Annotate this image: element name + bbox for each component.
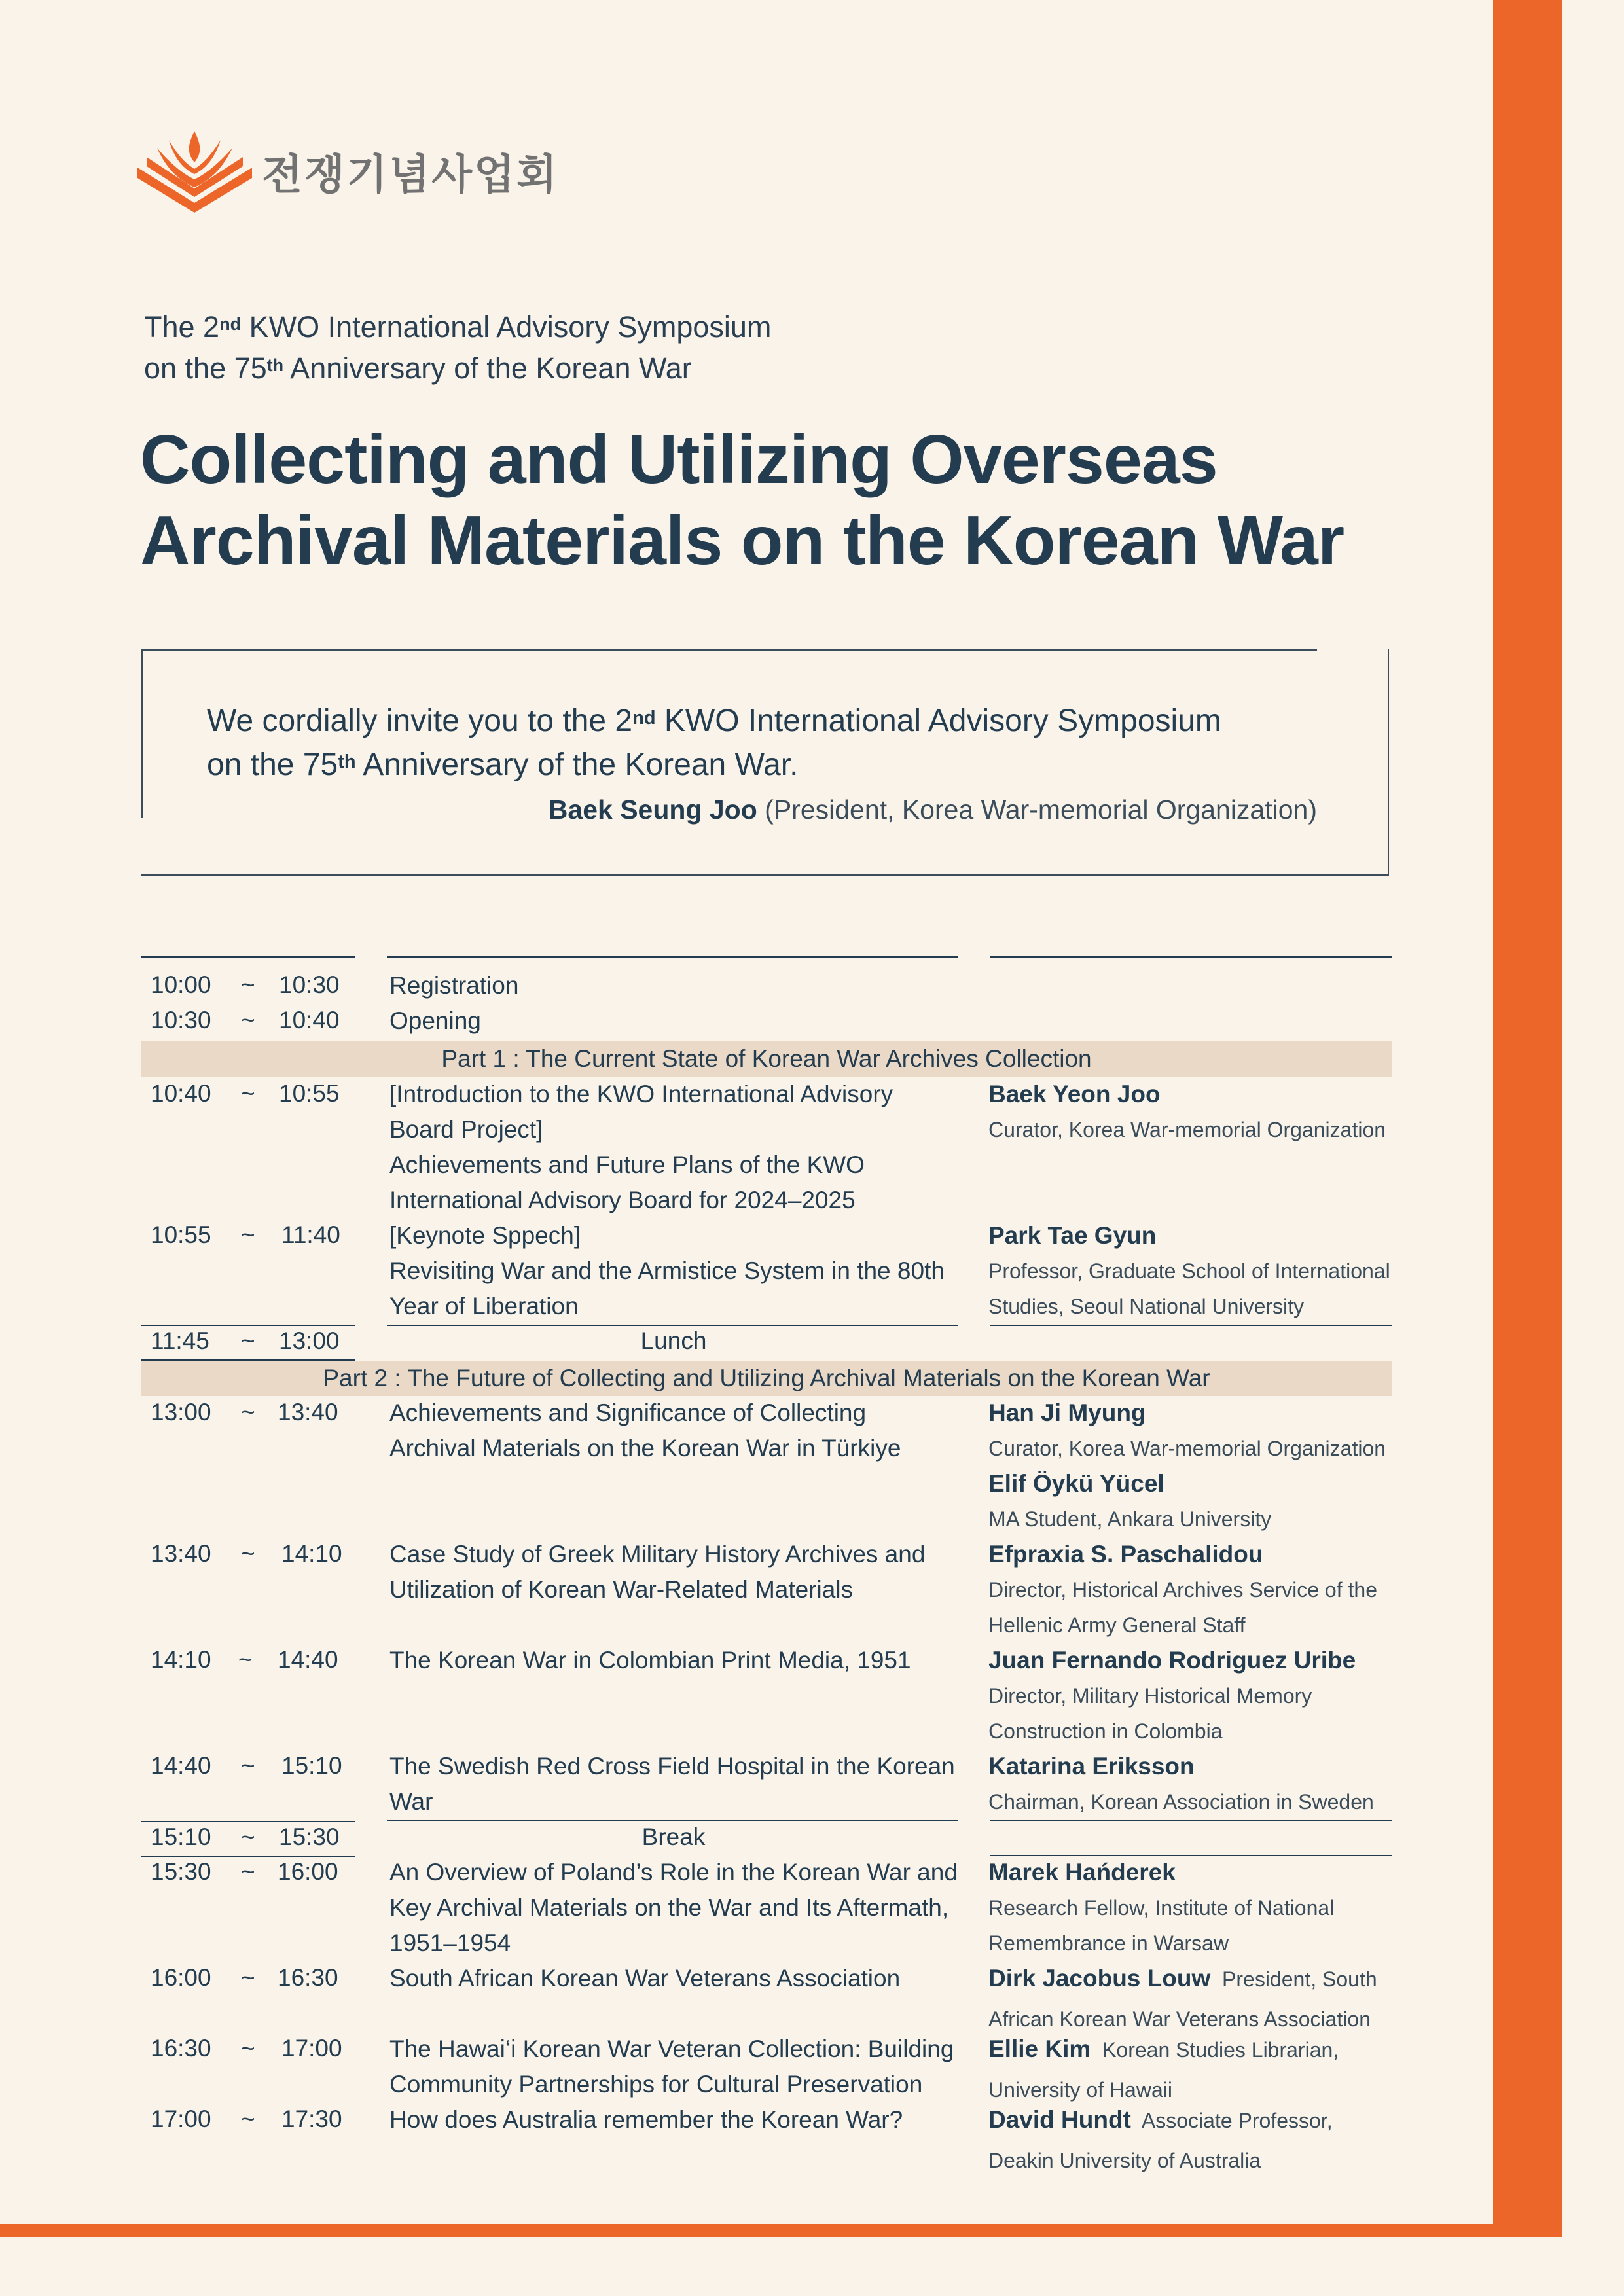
speaker: David Hundt Associate Professor, Deakin University of Australia — [988, 2106, 1333, 2172]
invitation-signature: Baek Seung Joo (President, Korea War-memorial Organization) — [548, 795, 1317, 825]
organization-logo — [137, 131, 583, 213]
speaker: Efpraxia S. Paschalidou Director, Historical Archives Service of the Hellenic Army General Staff — [988, 1541, 1377, 1637]
part-2-header: Part 2 : The Future of Collecting and Utilizing Archival Materials on the Korean War — [141, 1361, 1392, 1396]
orange-bottom-border — [0, 2224, 1562, 2237]
table-header-rule-title — [387, 956, 958, 958]
symposium-subtitle: The 2nd KWO International Advisory Symposium on the 75th Anniversary of the Korean War — [144, 310, 772, 385]
table-header-rule-time — [141, 956, 355, 958]
flame-lotus-icon — [137, 131, 252, 213]
speaker: Han Ji Myung Curator, Korea War-memorial Organization Elif Öykü Yücel MA Student, Ankara University — [988, 1399, 1386, 1531]
speaker: Dirk Jacobus Louw President, South African Korean War Veterans Association — [988, 1965, 1377, 2031]
speaker: Juan Fernando Rodriguez Uribe Director, Military Historical Memory Construction in Colombia — [988, 1647, 1356, 1743]
table-header-rule-speaker — [990, 956, 1392, 958]
invitation-box — [141, 649, 1389, 876]
invitation-text: We cordially invite you to the 2nd KWO International Advisory Symposium on the 75th Anniversary of the Korean War. — [207, 704, 1221, 782]
speaker: Ellie Kim Korean Studies Librarian, University of Hawaii — [988, 2036, 1339, 2102]
speaker: Marek Hańderek Research Fellow, Institute of National Remembrance in Warsaw — [988, 1859, 1335, 1955]
page-title: Collecting and Utilizing Overseas Archival Materials on the Korean War — [140, 421, 1344, 579]
speaker: Park Tae Gyun Professor, Graduate School of International Studies, Seoul National University — [988, 1222, 1390, 1318]
logo-wordmark: 전쟁기념사업회 — [262, 151, 559, 198]
speaker: Katarina Eriksson Chairman, Korean Association in Sweden — [988, 1753, 1374, 1814]
part-1-header: Part 1 : The Current State of Korean War Archives Collection — [141, 1041, 1392, 1077]
speaker: Baek Yeon Joo Curator, Korea War-memorial Organization — [988, 1081, 1386, 1141]
orange-right-border — [1493, 0, 1562, 2237]
